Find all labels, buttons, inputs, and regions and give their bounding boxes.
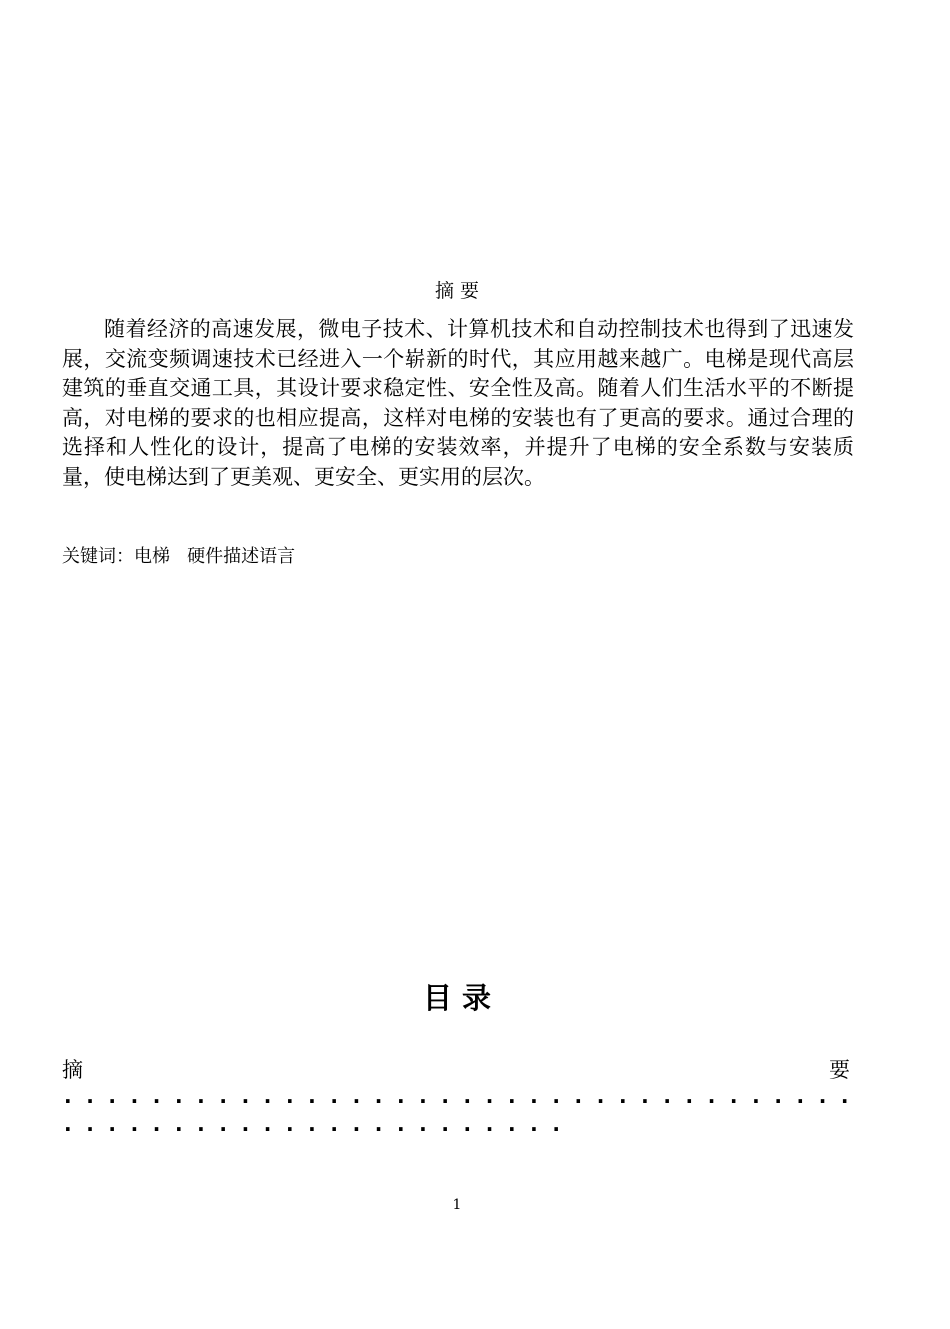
keywords: 关键词：电梯 硬件描述语言 [62,546,296,567]
abstract-title: 摘 要 [434,280,480,302]
toc-title: 目 录 [422,981,492,1015]
toc-leader-dots-continued: ....................... [64,1112,575,1136]
toc-leader-dots: .................................... [64,1084,864,1108]
page-number: 1 [452,1197,462,1213]
toc-entry-left: 摘 [62,1058,83,1082]
toc-entry-right: 要 [829,1058,850,1082]
toc-entry-abstract[interactable] [62,1055,850,1085]
abstract-body: 随着经济的高速发展，微电子技术、计算机技术和自动控制技术也得到了迅速发展，交流变频调速技术已经进入一个崭新的时代，其应用越来越广。电梯是现代高层建筑的垂直交通工具，其设计要求稳定性、安全性及高。随着人们生活水平的不断提高，对电梯的要求的也相应提高，这样对电梯的安装也有了更高的要求。通过合理的选择和人性化的设计，提高了电梯的安装效率，并提升了电梯的安全系数与安装质量，使电梯达到了更美观、更安全、更实用的层次。 [62,317,854,489]
